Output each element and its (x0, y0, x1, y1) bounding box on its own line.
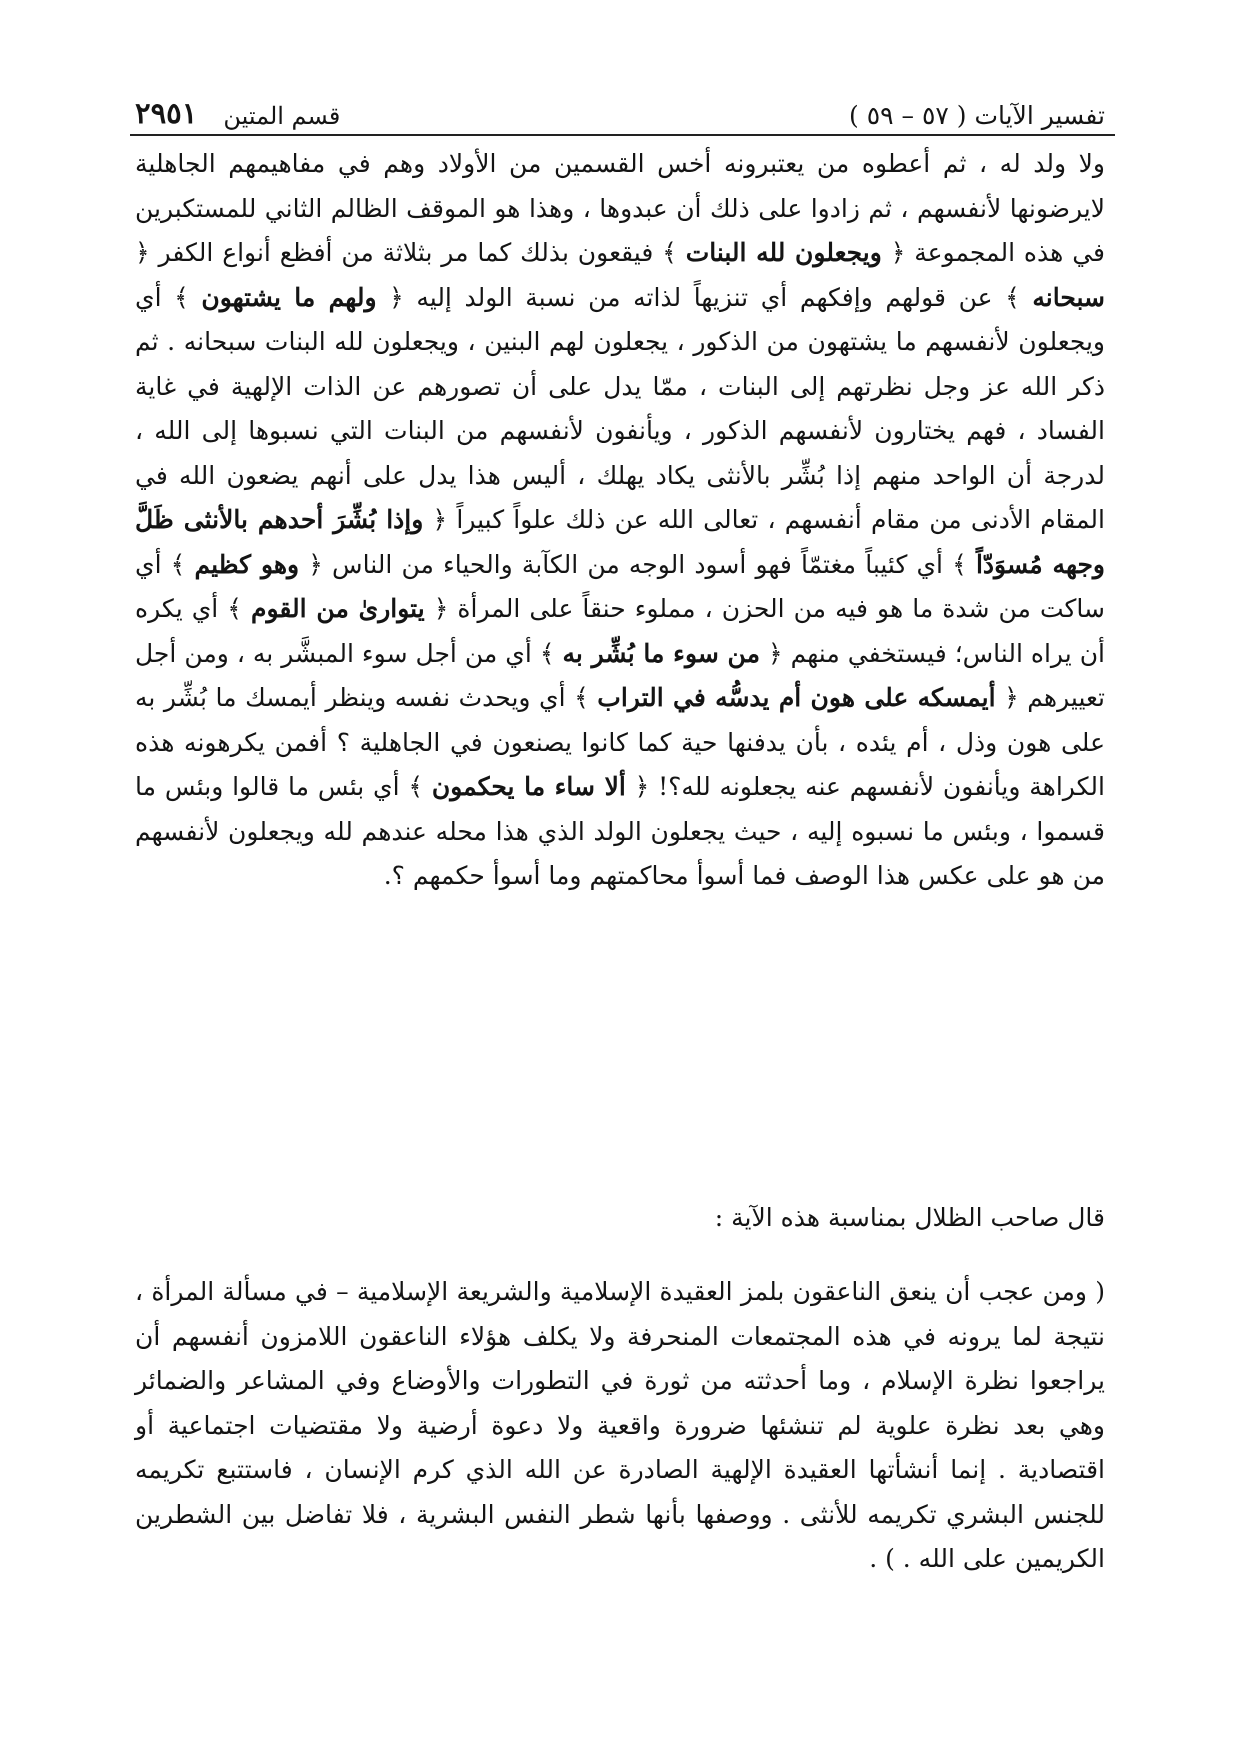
commentary-text: ﴾ فيقعون بذلك كما مر بثلاثة من أفظع أنواع الكفر ﴿ (135, 238, 686, 267)
quran-quote: وإذا بُشِّرَ أحدهم بالأنثى ظَلَّ وجهه مُسوَدّاً (135, 505, 1105, 579)
commentary-text: ﴾ أي بئس ما قالوا وبئس ما قسموا ، وبئس ما نسبوه إليه ، حيث يجعلون الولد الذي هذا محله عندهم لله ويجعلون لأنفسهم من هو على عكس هذا الوصف فما أسوأ محاكمتهم وما أسوأ حكمهم ؟. (135, 772, 1105, 890)
header-left-group (135, 96, 340, 130)
quran-quote: ألا ساء ما يحكمون (431, 772, 626, 801)
quran-quote: أيمسكه على هون أم يدسُّه في التراب (597, 683, 996, 712)
commentary-paragraph (135, 142, 1105, 899)
quran-quote: ويجعلون لله البنات (685, 238, 882, 267)
commentary-text: ﴾ عن قولهم وإفكهم أي تنزيهاً لذاته من نسبة الولد إليه ﴿ (376, 282, 1033, 312)
commentary-text: ﴾ أي كئيباً مغتمّاً فهو أسود الوجه من الكآبة والحياء من الناس ﴿ (299, 549, 976, 579)
header-divider (130, 134, 1115, 136)
commentary-text: ﴾ أي من أجل سوء المبشَّر به ، ومن أجل تعييرهم ﴿ (135, 638, 1106, 712)
commentary-text: ولا ولد له ، ثم أعطوه من يعتبرونه أخس القسمين من الأولاد وهم في مفاهيمهم الجاهلية لايرضونها لأنفسهم ، ثم زادوا على ذلك أن عبدوها ، وهذا هو الموقف الظالم الثاني للمستكبرين في هذه المجموعة ﴿ (135, 149, 1105, 267)
commentary-text: ﴾ أي ويحدث نفسه وينظر أيمسك ما بُشِّر به على هون وذل ، أم يئده ، بأن يدفنها حية كما كانوا يصنعون في الجاهلية ؟ أفمن يكرهونه هذه الكراهة ويأنفون لأنفسهم عنه يجعلونه لله؟! ﴿ (135, 683, 1105, 801)
page-number: ٢٩٥١ (135, 96, 198, 130)
commentary-text: ﴾ أي يكره أن يراه الناس؛ فيستخفي منهم ﴿ (135, 594, 1105, 668)
quran-quote: ولهم ما يشتهون (201, 282, 377, 312)
commentary-text: ﴾ أي ويجعلون لأنفسهم ما يشتهون من الذكور ، يجعلون لهم البنين ، ويجعلون لله البنات سبحانه . ثم ذكر الله عز وجل نظرتهم إلى البنات ، ممّا يدل على أن تصورهم عن الذات الإلهية في غاية الفساد ، فهم يختارون لأنفسهم الذكور ، ويأنفون لأنفسهم من البنات التي نسبوها إلى الله ، لدرجة أن الواحد منهم إذا بُشِّر بالأنثى يكاد يهلك ، أليس هذا يدل على أنهم يضعون الله في المقام الأدنى من مقام أنفسهم ، تعالى الله عن ذلك علواً كبيراً ﴿ (135, 282, 1105, 534)
header-section-name: قسم المتين (223, 102, 341, 130)
quran-quote: وهو كظيم (194, 549, 300, 579)
quran-quote: سبحانه (1032, 282, 1105, 312)
quote-intro-paragraph: قال صاحب الظلال بمناسبة هذه الآية : (714, 1203, 1105, 1232)
quoted-passage-paragraph: ( ومن عجب أن ينعق الناعقون بلمز العقيدة الإسلامية والشريعة الإسلامية – في مسألة المرأة ، نتيجة لما يرونه في هذه المجتمعات المنحرفة ولا يكلف هؤلاء الناعقون اللامزون أنفسهم أن يراجعوا نظرة الإسلام ، وما أحدثته من ثورة في التطورات والأوضاع وفي المشاعر والضمائر وهي بعد نظرة علوية لم تنشئها ضرورة واقعية ولا دعوة أرضية ولا مقتضيات اجتماعية أو اقتصادية . إنما أنشأتها العقيدة الإلهية الصادرة عن الله الذي كرم الإنسان ، فاستتبع تكريمه للجنس البشري تكريمه للأنثى . ووصفها بأنها شطر النفس البشرية ، فلا تفاضل بين الشطرين الكريمين على الله . ) . (135, 1277, 1105, 1573)
commentary-text: ﴾ أي ساكت من شدة ما هو فيه من الحزن ، مملوء حنقاً على المرأة ﴿ (135, 549, 1105, 623)
running-header (135, 86, 1105, 130)
quran-quote: من سوء ما بُشِّر به (562, 638, 760, 668)
quran-quote: يتوارىٰ من القوم (251, 594, 425, 623)
header-title: تفسير الآيات ( ٥٧ – ٥٩ ) (849, 101, 1105, 130)
